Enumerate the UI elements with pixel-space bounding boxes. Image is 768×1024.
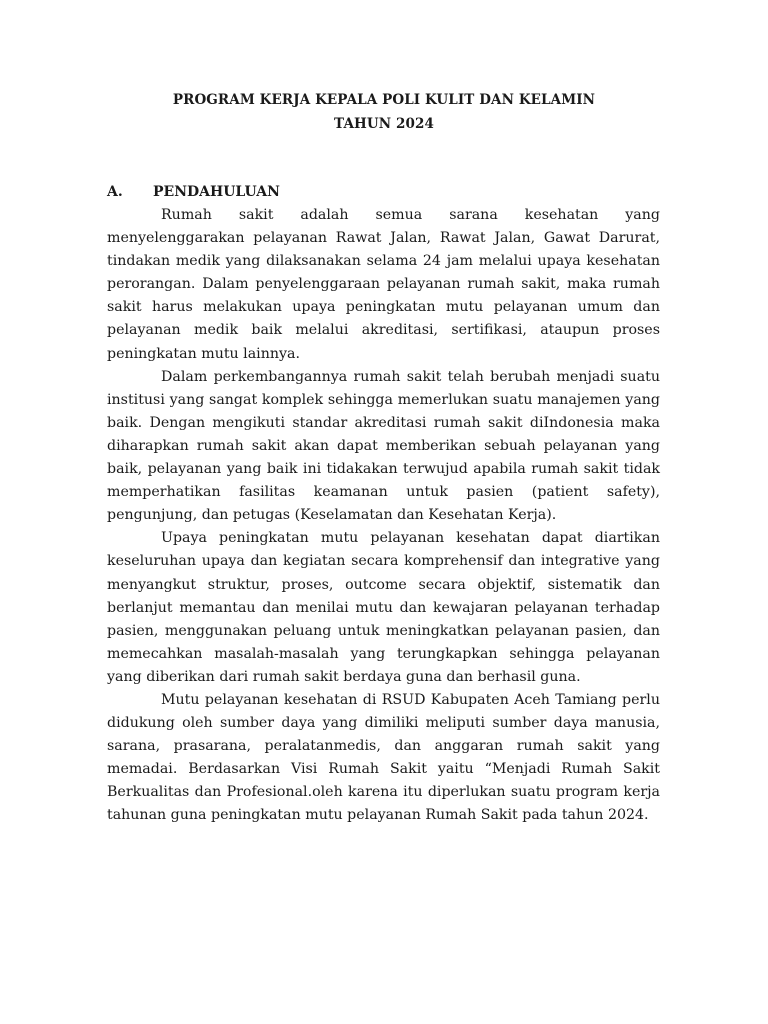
document-title: PROGRAM KERJA KEPALA POLI KULIT DAN KELAMIN <box>172 92 596 108</box>
section-title: PENDAHULUAN <box>153 184 280 200</box>
paragraph: Dalam perkembangannya rumah sakit telah berubah menjadi suatu institusi yang sangat komplek sehingga memerlukan suatu manajemen yang baik. Dengan mengikuti standar akreditasi rumah sakit diIndonesia maka diharapkan rumah sakit akan dapat memberikan sebuah pelayanan yang baik, pelayanan yang baik ini tidakakan terwujud apabila rumah sakit tidak memperhatikan fasilitas keamanan untuk pasien (patient safety), pengunjung, dan petugas (Keselamatan dan Kesehatan Kerja). <box>107 368 660 524</box>
section-body <box>107 204 660 828</box>
paragraph: Rumah sakit adalah semua sarana kesehatan yang menyelenggarakan pelayanan Rawat Jalan, Rawat Jalan, Gawat Darurat, tindakan medik yang dilaksanakan selama 24 jam melalui upaya kesehatan perorangan. Dalam penyelenggaraan pelayanan rumah sakit, maka rumah sakit harus melakukan upaya peningkatan mutu pelayanan umum dan pelayanan medik baik melalui akreditasi, sertifikasi, ataupun proses peningkatan mutu lainnya. <box>107 207 660 362</box>
paragraph: Upaya peningkatan mutu pelayanan kesehatan dapat diartikan keseluruhan upaya dan kegiatan secara komprehensif dan integrative yang menyangkut struktur, proses, outcome secara objektif, sistematik dan berlanjut memantau dan menilai mutu dan kewajaran pelayanan terhadap pasien, menggunakan peluang untuk meningkatkan pelayanan pasien, dan memecahkan masalah-masalah yang terungkapkan sehingga pelayanan yang diberikan dari rumah sakit berdaya guna dan berhasil guna. <box>107 530 660 685</box>
section-heading <box>107 184 280 200</box>
section-letter: A. <box>107 184 123 200</box>
paragraph: Mutu pelayanan kesehatan di RSUD Kabupaten Aceh Tamiang perlu didukung oleh sumber daya yang dimiliki meliputi sumber daya manusia, sarana, prasarana, peralatanmedis, dan anggaran rumah sakit yang memadai. Berdasarkan Visi Rumah Sakit yaitu “Menjadi Rumah Sakit Berkualitas dan Profesional.oleh karena itu diperlukan suatu program kerja tahunan guna peningkatan mutu pelayanan Rumah Sakit pada tahun 2024. <box>107 691 660 824</box>
document-year: TAHUN 2024 <box>334 116 434 132</box>
